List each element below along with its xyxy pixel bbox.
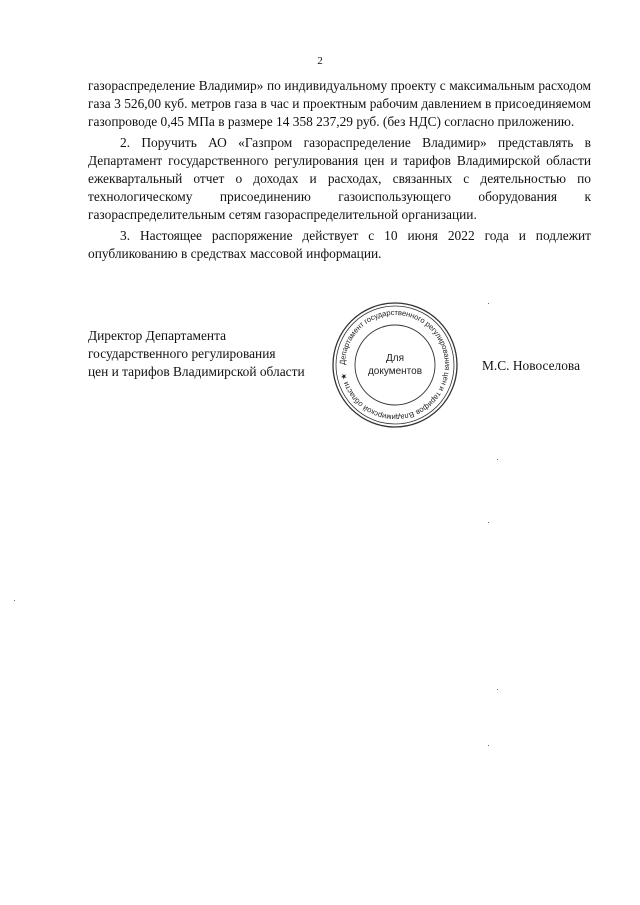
seal-outer-inner-ring xyxy=(336,306,454,424)
seal-center-line-2: документов xyxy=(367,366,423,377)
scan-speck xyxy=(497,459,498,460)
paragraph-item-2: 2. Поручить АО «Газпром газораспределение Владимир» представлять в Департамент государственного регулирования цен и тарифов Владимирской области ежеквартальный отчет о доходах и расходах, связанных с деятельностью по технологическому присоединению газоиспользующего оборудования к газораспределительным сетям газораспределительной организации. xyxy=(88,135,591,222)
official-seal-stamp xyxy=(330,300,460,430)
paragraph-continuation: газораспределение Владимир» по индивидуальному проекту с максимальным расходом газа 3 526,00 куб. метров газа в час и проектным рабочим давлением в присоединяемом газопроводе 0,45 МПа в размере 14 358 237,29 руб. (без НДС) согласно приложению. xyxy=(88,78,591,129)
seal-outer-ring xyxy=(333,303,457,427)
signatory-title-line: Директор Департамента xyxy=(88,328,227,343)
seal-ring-text: Департамент государственного регулирования цен и тарифов Владимирской области ★ xyxy=(337,307,453,423)
signatory-title xyxy=(88,327,305,381)
scan-speck xyxy=(14,600,15,601)
scan-speck xyxy=(497,689,498,690)
scan-speck xyxy=(488,745,489,746)
seal-inner-ring xyxy=(355,325,435,405)
paragraph-item-3: 3. Настоящее распоряжение действует с 10 июня 2022 года и подлежит опубликованию в средствах массовой информации. xyxy=(88,228,591,261)
scan-speck xyxy=(488,522,489,523)
page-number: 2 xyxy=(317,55,323,67)
signatory-name: М.С. Новоселова xyxy=(482,358,581,373)
signatory-title-line: цен и тарифов Владимирской области xyxy=(88,364,305,379)
document-body xyxy=(88,77,591,263)
signatory-title-line: государственного регулирования xyxy=(88,346,276,361)
scan-speck xyxy=(488,303,489,304)
seal-center-line-1: Для xyxy=(385,353,405,364)
